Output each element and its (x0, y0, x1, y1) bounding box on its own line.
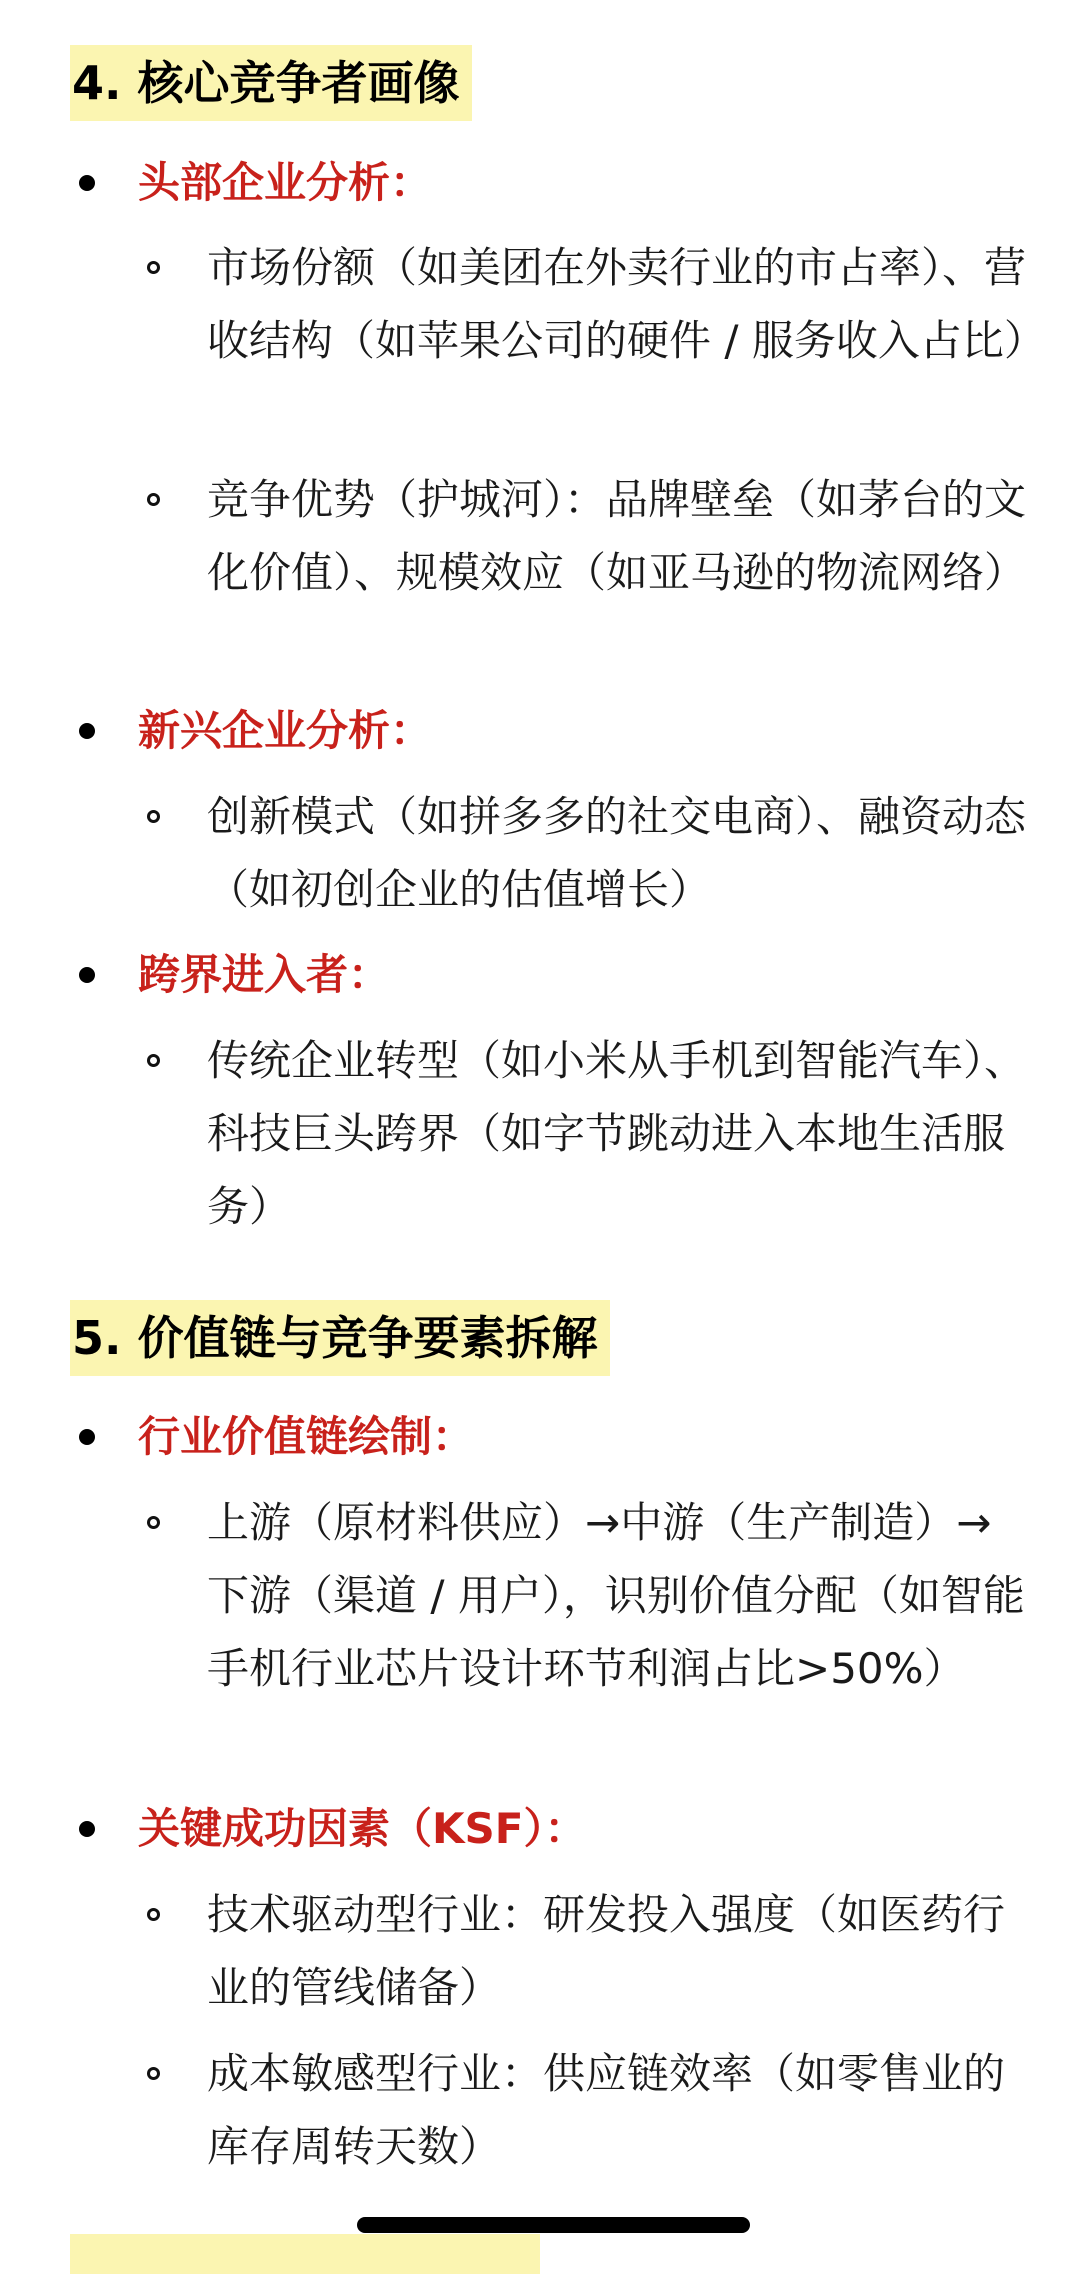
hollow-circle-icon (147, 1908, 160, 1921)
hollow-circle-icon (147, 1516, 160, 1529)
bullet-dot-icon (79, 967, 95, 983)
list-item-text: 传统企业转型（如小米从手机到智能汽车）、科技巨头跨界（如字节跳动进入本地生活服务） (207, 1036, 1027, 1231)
section-4-heading: 4. 核心竞争者画像 (70, 45, 472, 121)
list-item-text: 竞争优势（护城河）：品牌壁垒（如茅台的文化价值）、规模效应（如亚马逊的物流网络） (207, 475, 1027, 597)
bullet-label: 关键成功因素（KSF）： (138, 1804, 587, 1853)
hollow-circle-icon (147, 493, 160, 506)
hollow-circle-icon (147, 1054, 160, 1067)
bullet-dot-icon (79, 723, 95, 739)
bullet-label: 新兴企业分析： (138, 706, 433, 755)
bullet-dot-icon (79, 1429, 95, 1445)
list-item-text: 市场份额（如美团在外卖行业的市占率）、营收结构（如苹果公司的硬件 / 服务收入占比） (207, 243, 1046, 365)
list-item-text: 创新模式（如拼多多的社交电商）、融资动态（如初创企业的估值增长） (207, 792, 1027, 914)
next-section-heading-partial (70, 2234, 540, 2274)
bullet-label: 头部企业分析： (138, 158, 433, 207)
home-indicator-bar[interactable] (357, 2217, 750, 2233)
bullet-dot-icon (79, 1821, 95, 1837)
bullet-label: 跨界进入者： (138, 950, 391, 999)
list-item-text: 成本敏感型行业：供应链效率（如零售业的库存周转天数） (207, 2049, 1006, 2171)
section-5-heading: 5. 价值链与竞争要素拆解 (70, 1300, 610, 1376)
hollow-circle-icon (147, 2067, 160, 2080)
list-item-text: 技术驱动型行业：研发投入强度（如医药行业的管线储备） (207, 1890, 1006, 2012)
hollow-circle-icon (147, 261, 160, 274)
list-item-text: 上游（原材料供应）→中游（生产制造）→下游（渠道 / 用户），识别价值分配（如智能手机行业芯片设计环节利润占比>50%） (207, 1498, 1025, 1693)
bullet-dot-icon (79, 175, 95, 191)
bullet-label: 行业价值链绘制： (138, 1412, 475, 1461)
hollow-circle-icon (147, 810, 160, 823)
